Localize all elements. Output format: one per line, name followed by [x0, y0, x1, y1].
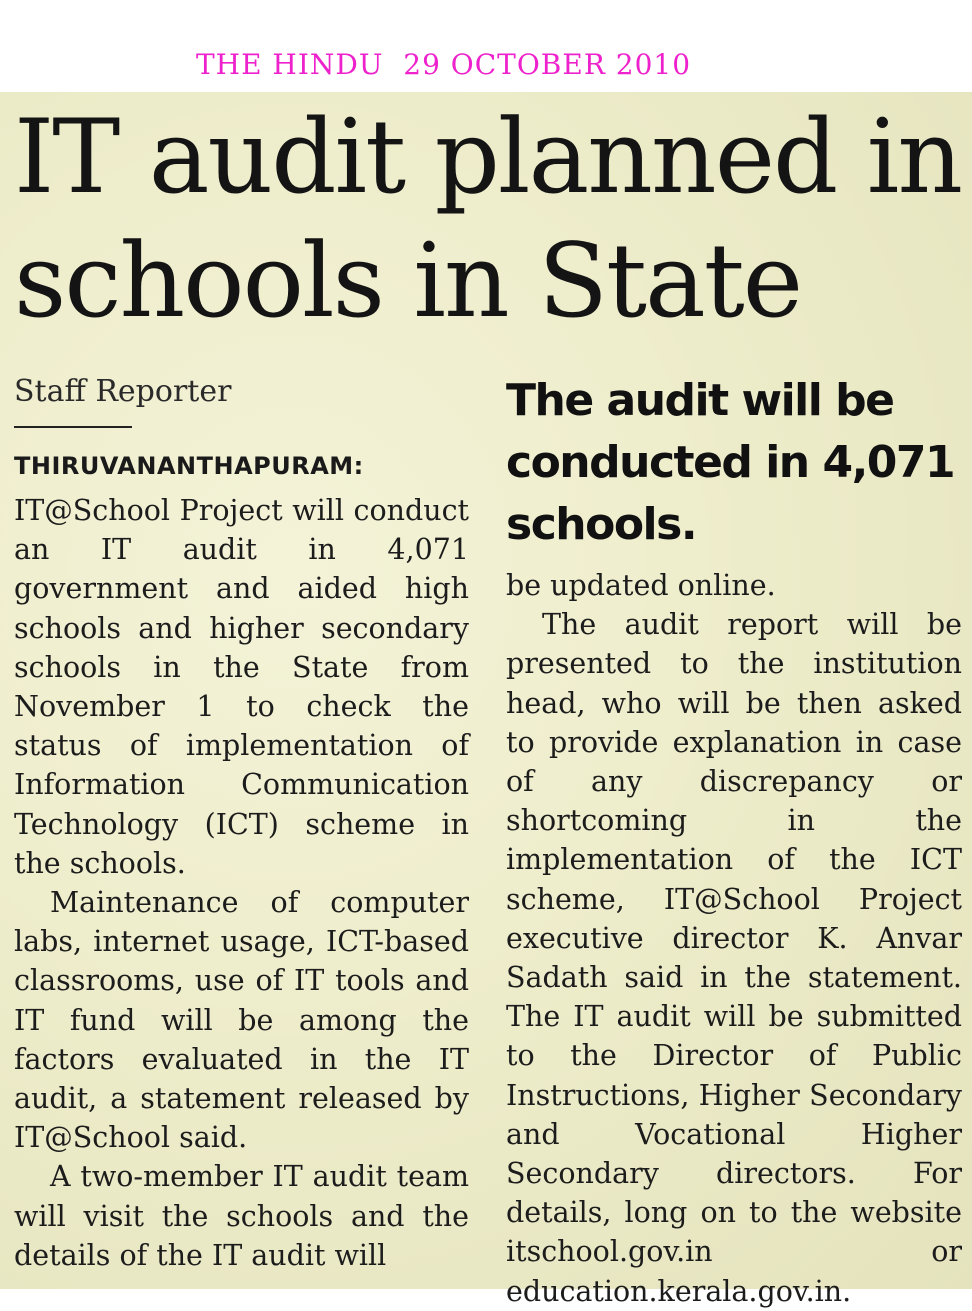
byline: Staff Reporter — [14, 374, 232, 409]
dateline: THIRUVANANTHAPURAM: — [14, 452, 364, 480]
headline: IT audit planned in schools in State — [14, 98, 962, 341]
paragraph: IT@School Project will conduct an IT audit in 4,071 government and aided high schools and higher secondary schools in the State from November 1 to check the status of implementation of Information Communication Technology (ICT) scheme in the schools. — [14, 494, 469, 880]
paragraph: The audit report will be presented to the institution head, who will be then asked to provide explanation in case of any discrepancy or shortcoming in the implementation of the ICT scheme, IT@School Project executive director K. Anvar Sadath said in the statement. The IT audit will be submitted to the Director of Public Instructions, Higher Secondary and Vocational Higher Secondary directors. For details, long on to the website itschool.gov.in or education.kerala.gov.in. — [506, 608, 962, 1308]
article-column-1 — [14, 491, 469, 1275]
article-column-2 — [506, 566, 962, 1311]
paragraph: A two-member IT audit team will visit the schools and the details of the IT audit will — [14, 1160, 469, 1272]
masthead-caption: THE HINDU 29 OCTOBER 2010 — [196, 48, 692, 81]
paragraph: be updated online. — [506, 569, 776, 602]
paragraph: Maintenance of computer labs, internet usage, ICT-based classrooms, use of IT tools and IT fund will be among the factors evaluated in the IT audit, a statement released by IT@School said. — [14, 886, 469, 1155]
pull-quote: The audit will be conducted in 4,071 schools. — [506, 375, 955, 550]
byline-rule — [14, 426, 132, 428]
